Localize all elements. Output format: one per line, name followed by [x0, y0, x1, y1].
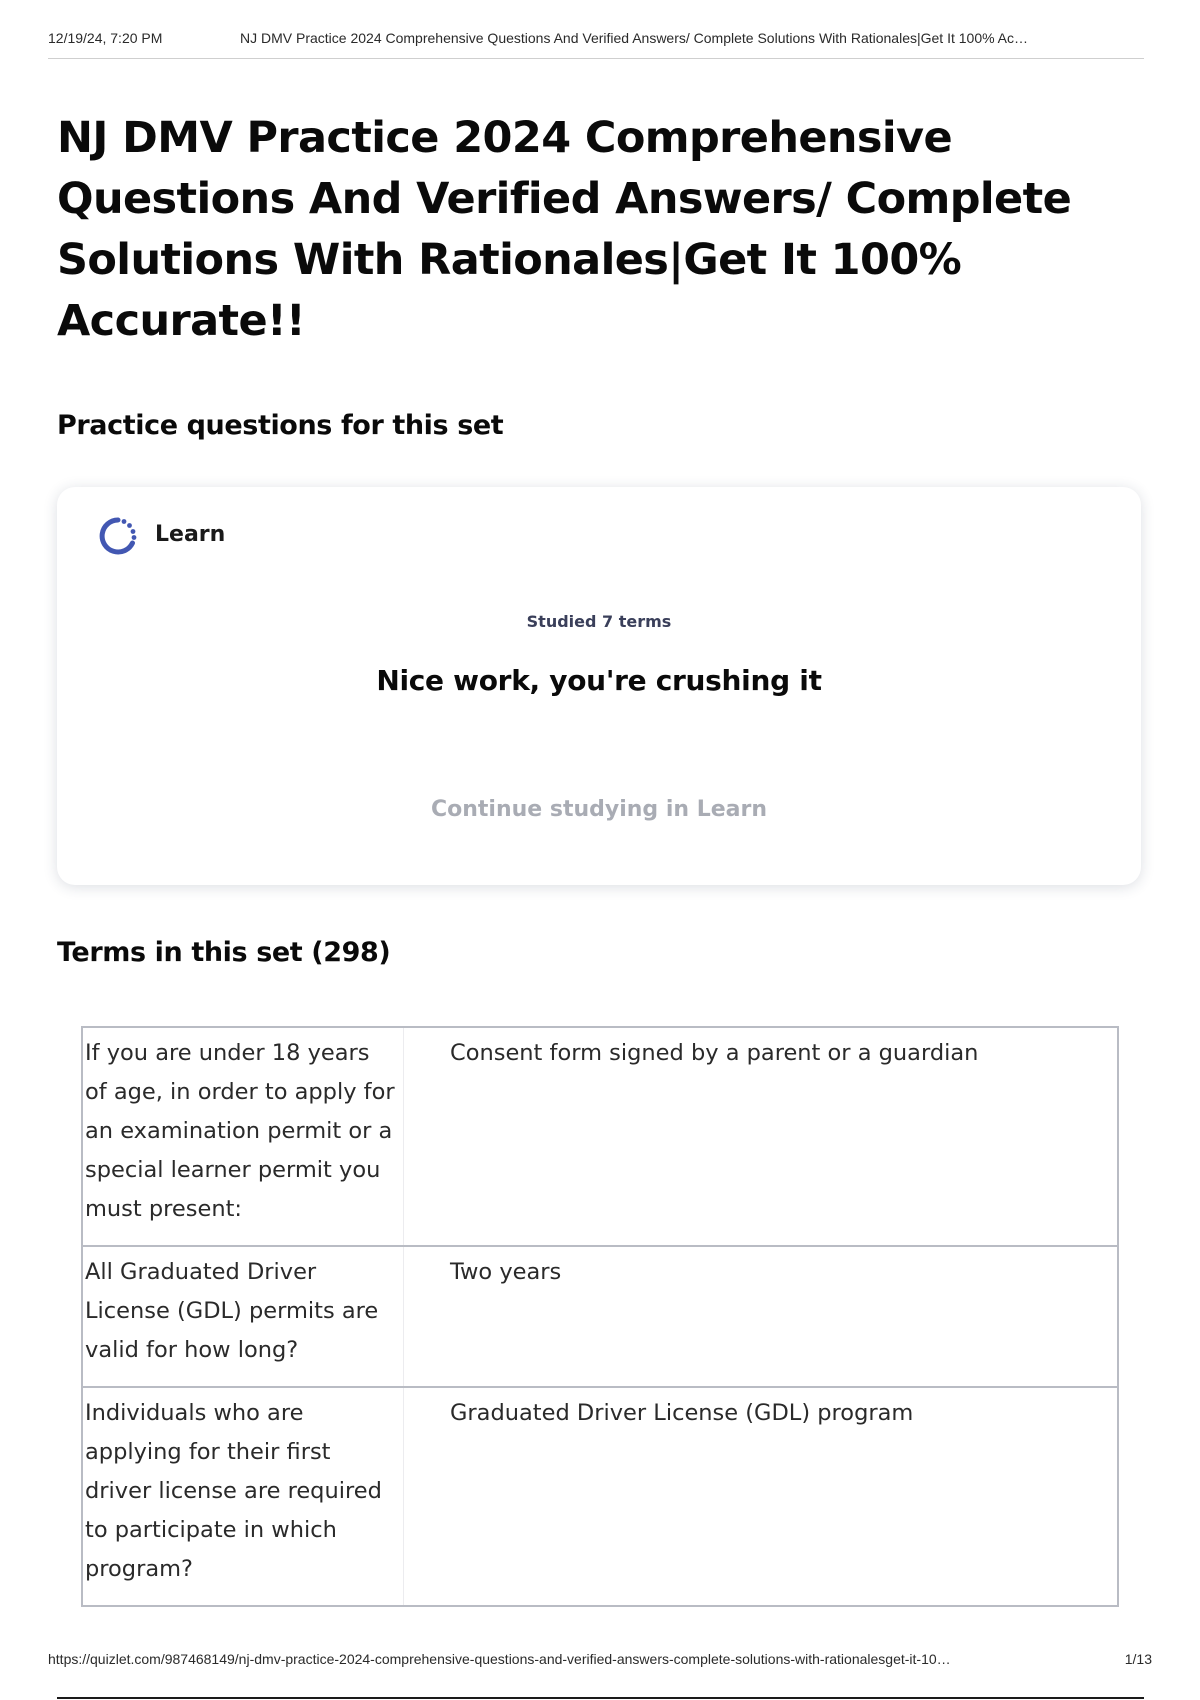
table-row — [82, 1027, 1118, 1246]
terms-table — [81, 1026, 1119, 1607]
print-header — [48, 30, 1144, 59]
learn-progress-icon — [95, 513, 141, 559]
page-bottom-divider — [57, 1697, 1144, 1699]
learn-label: Learn — [155, 522, 226, 547]
print-page-url: https://quizlet.com/987468149/nj-dmv-practice-2024-comprehensive-questions-and-verified-answers-complete-solutions-with-rationalesget-it-10… — [48, 1651, 951, 1667]
progress-message: Nice work, you're crushing it — [376, 664, 822, 697]
definition-cell: Graduated Driver License (GDL) program — [450, 1400, 914, 1426]
term-cell: If you are under 18 years of age, in order to apply for an examination permit or a special learner permit you must present: — [82, 1027, 404, 1246]
practice-questions-heading: Practice questions for this set — [57, 410, 504, 441]
table-row — [82, 1246, 1118, 1387]
definition-cell: Two years — [450, 1259, 562, 1285]
term-cell: Individuals who are applying for their first driver license are required to participate in which program? — [82, 1387, 404, 1606]
table-row — [82, 1387, 1118, 1606]
studied-terms-count: Studied 7 terms — [526, 612, 672, 631]
continue-studying-button[interactable]: Continue studying in Learn — [430, 797, 767, 822]
page-number: 1/13 — [1124, 1651, 1152, 1667]
print-document-title: NJ DMV Practice 2024 Comprehensive Questions And Verified Answers/ Complete Solutions With Rationales|Get It 100% Ac… — [240, 30, 1029, 46]
page-title: NJ DMV Practice 2024 Comprehensive Questions And Verified Answers/ Complete Solutions With Rationales|Get It 100% Accurate!! — [57, 113, 1072, 346]
definition-cell: Consent form signed by a parent or a guardian — [450, 1040, 979, 1066]
terms-heading: Terms in this set (298) — [57, 937, 391, 968]
print-datetime: 12/19/24, 7:20 PM — [48, 30, 163, 46]
learn-card — [57, 487, 1141, 885]
term-cell: All Graduated Driver License (GDL) permits are valid for how long? — [82, 1246, 404, 1387]
